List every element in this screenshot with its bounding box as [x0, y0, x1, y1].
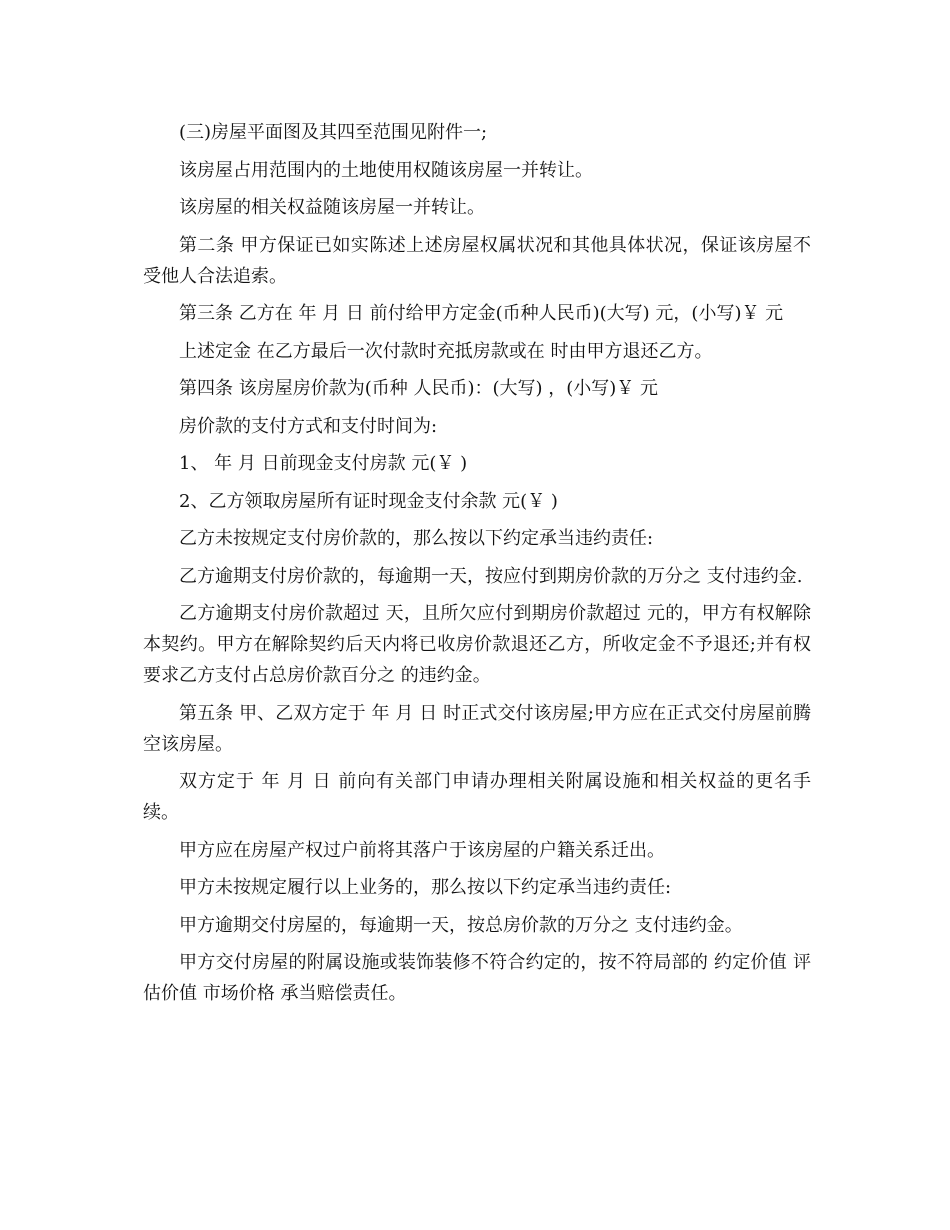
paragraph-seller-breach: 甲方未按规定履行以上业务的，那么按以下约定承当违约责任:: [179, 877, 672, 898]
paragraph-buyer-late-penalty: 乙方逾期支付房价款的，每逾期一天，按应付到期房价款的万分之 支付违约金.: [179, 565, 803, 587]
paragraph-article-3: 第三条 乙方在 年 月 日 前付给甲方定金(币种人民币)(大写) 元，(小写)￥ 元: [179, 303, 784, 324]
paragraph-article-2: 第二条 甲方保证已如实陈述上述房屋权属状况和其他具体状况，保证该房屋不受他人合法追索。: [143, 234, 811, 287]
paragraph-payment-item-2: 2、乙方领取房屋所有证时现金支付余款 元(￥ ): [179, 490, 558, 512]
paragraph-seller-late-penalty: 甲方逾期交付房屋的，每逾期一天，按总房价款的万分之 支付违约金。: [179, 914, 743, 936]
paragraph-contract-termination: 乙方逾期支付房价款超过 天，且所欠应付到期房价款超过 元的，甲方有权解除本契约。甲方在解除契约后天内将已收房价款退还乙方，所收定金不予退还;并有权要求乙方支付占总房价款百分之 的违约金。: [143, 603, 811, 686]
paragraph-related-rights: 该房屋的相关权益随该房屋一并转让。: [179, 197, 485, 218]
paragraph-name-change: 双方定于 年 月 日 前向有关部门申请办理相关附属设施和相关权益的更名手续。: [143, 771, 811, 823]
paragraph-article-4: 第四条 该房屋房价款为(币种 人民币)：(大写) ，(小写)￥ 元: [179, 378, 659, 399]
paragraph-article-5: 第五条 甲、乙双方定于 年 月 日 时正式交付该房屋;甲方应在正式交付房屋前腾空该房屋。: [143, 702, 811, 755]
paragraph-household-registration: 甲方应在房屋产权过户前将其落户于该房屋的户籍关系迁出。: [179, 839, 665, 861]
paragraph-deposit-offset: 上述定金 在乙方最后一次付款时充抵房款或在 时由甲方退还乙方。: [179, 340, 713, 362]
paragraph-land-use-right: 该房屋占用范围内的土地使用权随该房屋一并转让。: [179, 159, 593, 181]
paragraph-floor-plan: (三)房屋平面图及其四至范围见附件一;: [179, 122, 488, 143]
paragraph-payment-method: 房价款的支付方式和支付时间为:: [179, 415, 438, 437]
document-body: [143, 117, 811, 1009]
paragraph-facility-compensation: 甲方交付房屋的附属设施或装饰装修不符合约定的，按不符局部的 约定价值 评估价值 市场价格 承当赔偿责任。: [143, 952, 811, 1004]
paragraph-buyer-breach: 乙方未按规定支付房价款的，那么按以下约定承当违约责任:: [179, 528, 654, 549]
paragraph-payment-item-1: 1、 年 月 日前现金支付房款 元(￥ ): [179, 453, 468, 474]
